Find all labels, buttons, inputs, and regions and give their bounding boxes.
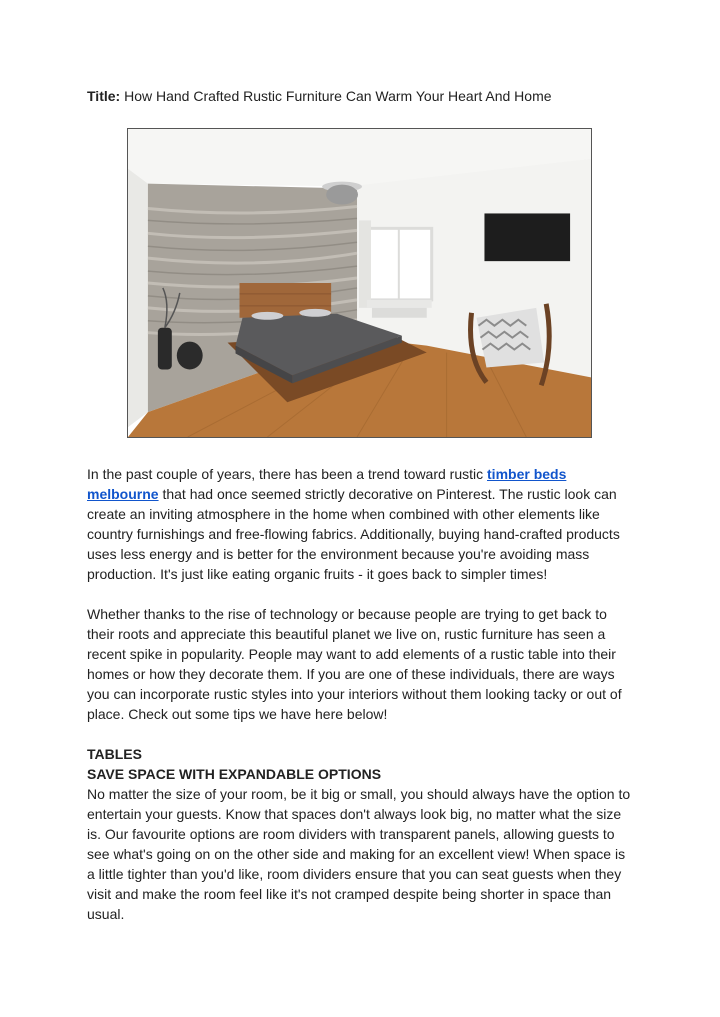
- bedroom-photo: [127, 128, 592, 438]
- section-heading: TABLES: [87, 746, 142, 762]
- bedroom-illustration: [128, 129, 591, 437]
- paragraph-intro-end: that had once seemed strictly decorative on Pinterest. The rustic look can create an inviting atmosphere in the home when combined with other elements like country furnishings and free-flowing fabrics. Additionally, buying hand-crafted products uses less energy and is better for the environment because you're avoiding mass production. It's just like eating organic fruits - it goes back to simpler times!: [87, 486, 620, 582]
- paragraph-popularity: Whether thanks to the rise of technology or because people are trying to get back to their roots and appreciate this beautiful planet we live on, rustic furniture has seen a recent spike in popularity. People may want to add elements of a rustic table into their homes or how they decorate them. If you are one of these individuals, there are ways you can incorporate rustic styles into your interiors without them looking tacky or out of place. Check out some tips we have here below!: [87, 606, 622, 722]
- title-text: How Hand Crafted Rustic Furniture Can Warm Your Heart And Home: [124, 88, 552, 104]
- document-title: [87, 87, 552, 105]
- tables-section: [87, 744, 635, 924]
- paragraph-tables: No matter the size of your room, be it big or small, you should always have the option to entertain your guests. Know that spaces don't always look big, no matter what the size is. Our favourite options are room dividers with transparent panels, allowing guests to see what's going on on the other side and making for an excellent view! When space is a little tighter than you'd like, room dividers ensure that you can seat guests when they visit and make the room feel like it's not cramped despite being shorter in space than usual.: [87, 786, 631, 922]
- timber-beds-link[interactable]: timber beds melbourne: [87, 466, 567, 502]
- paragraph-intro-start: In the past couple of years, there has been a trend toward rustic: [87, 466, 488, 482]
- sub-heading: SAVE SPACE WITH EXPANDABLE OPTIONS: [87, 766, 382, 782]
- paragraph-intro: [87, 464, 635, 584]
- title-label: Title:: [87, 88, 121, 104]
